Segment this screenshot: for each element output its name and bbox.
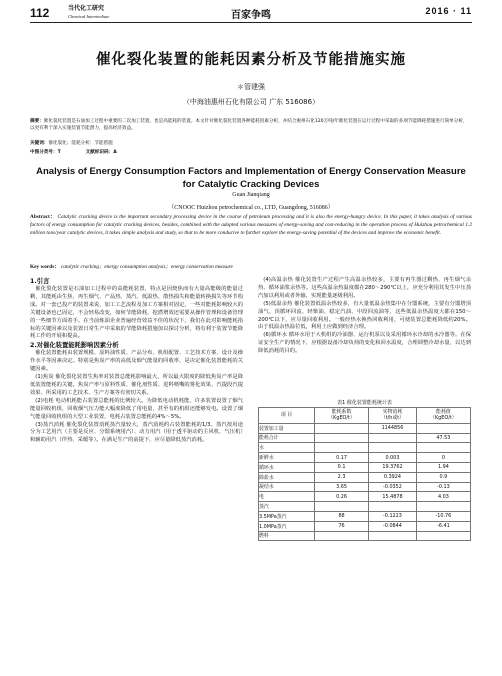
table-cell	[369, 443, 417, 453]
table-cell: 88	[314, 511, 368, 521]
table-cell	[416, 443, 470, 453]
table-cell: 1144856	[369, 423, 417, 433]
table-cell: 0.1	[314, 462, 368, 472]
section-heading-intro: 1.引言	[30, 278, 50, 285]
table-cell: 76	[314, 521, 368, 531]
table-cell: 凝结水	[259, 482, 315, 492]
table-cell: 0.26	[314, 492, 368, 502]
clc-label: 中图分类号：	[30, 150, 58, 155]
paragraph: (2)电耗 电动机耗能占装置总能耗的比例较大。为降低电动机耗能，许多装置设置了烟气能量回收机组，回收烟气压力能大幅度降低了用电量，甚至有的机组还能够发电。设置了烟气能量回收机组的大型工业装置，电耗占装置总能耗的4%～5%。	[30, 397, 243, 420]
table-cell	[314, 531, 368, 541]
table-row	[259, 423, 471, 433]
table-cell: 电	[259, 492, 315, 502]
keywords-en-text: catalytic cracking；energy consumption analysis；energy conservation measure	[60, 264, 233, 270]
keywords-cn	[30, 140, 472, 147]
paragraph: (3)蒸汽消耗 催化裂化装置消耗蒸汽量较大，蒸汽消耗约占装置能耗的1/3。蒸汽按用途分为工艺用汽（主要是反应、分馏系统用汽）、动力用汽（用于透平驱动的主风机、气压机）和辅助用汽（伴热、采暖等）。在满足生产的前提下，应尽量降低蒸汽消耗。	[30, 421, 243, 444]
page-number: 112	[30, 6, 50, 20]
table-row	[259, 511, 471, 521]
table-row	[259, 521, 471, 531]
table-cell: 蒸汽	[259, 502, 315, 512]
table-header: 项 目	[259, 407, 315, 423]
table-header: 实物消耗 （t/h或t）	[369, 407, 417, 423]
table-cell	[416, 423, 470, 433]
table-cell	[416, 502, 470, 512]
classification	[30, 149, 472, 156]
table-cell	[369, 433, 417, 443]
paragraph: 催化裂化装置是石油加工过程中的高能耗装置，特点是因烧焦而有大量高能级的能量过剩，其能耗由生焦、再生烟气、产品热、蒸汽、低温热、散热损失和能量转换损失等环节构成。对一套已投产的装置来说，加工工艺流程及加工方案相对固定，一些对能耗影响较大的关键设备也已固定，不会轻易改变，如何节能降耗、挖潜增效还需要从操作管理和设备管理的一些细节方面着手。在当前炼油企业普遍经营效益不佳的状况下，我们在此对影响能耗指标的关键因素以及装置日常生产中采取的节能降耗措施加以探讨分析，将有利于装置节能降耗工作的开展和提高。	[30, 286, 243, 340]
table-cell: -0.0352	[369, 482, 417, 492]
abstract-cn-label: 摘要：	[30, 119, 44, 124]
section-heading-factors: 2.对催化装置能耗影响因素分析	[30, 342, 119, 350]
body-right-column	[258, 277, 471, 356]
table-header: 能耗系数 （KgEO/t）	[314, 407, 368, 423]
table-body	[259, 423, 471, 541]
table-cell: 装置加工量	[259, 423, 315, 433]
abstract-en-label: Abstract：	[30, 214, 56, 220]
table-row	[259, 502, 471, 512]
table-cell: 除盐水	[259, 472, 315, 482]
doc-code-value: A	[113, 150, 117, 155]
table-cell: 19.3762	[369, 462, 417, 472]
keywords-cn-text: 催化裂化；能耗分析；节能措施	[48, 141, 113, 146]
table-row	[259, 462, 471, 472]
paragraph: (1)焦炭 催化裂化装置生焦率对装置总能耗影响最大，所以最大限度的降低焦炭产率是降低装置能耗的关键。焦炭产率与原料性质、催化剂性质、进料喷嘴的雾化效果、汽提段汽提效果、所采用的工艺技术、生产方案等有密切关系。	[30, 374, 243, 396]
table-cell	[369, 531, 417, 541]
journal-name-en: Chemical Intermediate	[68, 14, 110, 19]
table-row	[259, 482, 471, 492]
header-rule	[30, 22, 472, 23]
table-cell	[416, 531, 470, 541]
table-cell: -0.0844	[369, 521, 417, 531]
table-cell: 水	[259, 443, 315, 453]
table-cell: 2.3	[314, 472, 368, 482]
clc-value: T	[57, 150, 61, 155]
table-cell: 循环水	[259, 462, 315, 472]
abstract-en	[30, 213, 472, 238]
paragraph: 催化装置能耗由装置规模、原料油性质、产品分布、机组配置、工艺技术方案、设计及操作水平等因素决定。特别是焦炭产率的高低及烟气能量的回收率，是决定催化装置能耗的关键因素。	[30, 350, 243, 373]
table-row	[259, 492, 471, 502]
table-header-row	[259, 407, 471, 423]
table-cell	[314, 433, 368, 443]
table-cell: 3.5MPa蒸汽	[259, 511, 315, 521]
keywords-cn-label: 关键词：	[30, 141, 49, 146]
table-cell: 0.3924	[369, 472, 417, 482]
author-en: Guan Jianqiang	[232, 192, 270, 198]
table-cell: 0.003	[369, 453, 417, 463]
table-cell: 1.94	[416, 462, 470, 472]
table-cell	[314, 502, 368, 512]
table-cell: -0.1223	[369, 511, 417, 521]
table-cell: 3.65	[314, 482, 368, 492]
article-title-cn: 催化裂化装置的能耗因素分析及节能措施实施	[96, 52, 406, 68]
table-cell: -0.13	[416, 482, 470, 492]
table-cell	[369, 502, 417, 512]
paragraph: (5)低温余热 催化装置低温余热较多，有大量低温余热集中在分馏系统，主要有分馏塔顶油气、顶循环回流、轻柴油、稳定汽油、中段回流油等，这些低温余热温度大都在150～200℃以下，应尽量回收利用。一般经热水换热回收利用，可使装置总能耗降低约20%。由于低温余热温位低，利用上应做到经济合理。	[258, 300, 471, 331]
paragraph: (4)高温余热 催化装置生产过程产生高温余热较多，主要有再生器过剩热、再生烟气余热、循环油浆余热等。这些高温余热温度都在280～290℃以上，应充分利用其发生中压蒸汽加以利用或者外输，实现能量逐级利用。	[258, 277, 471, 299]
table-cell: 能耗合计	[259, 433, 315, 443]
table-cell: 15.4878	[369, 492, 417, 502]
keywords-en	[30, 262, 472, 270]
article-title-en: Analysis of Energy Consumption Factors and Implementation of Energy Conservation Measure for Catalytic Cracking Devices	[36, 166, 466, 190]
abstract-cn-text: 催化裂化装置是石油加工过程中重要的二次加工装置，也是高能耗的装置。本文针对催化裂化装置各种能耗因素分析，并结合惠州石化120万吨/年催化装置在运行过程中采取的多项节能降耗措施进行简单分析，以更有利于深入实施装置节能潜力，提高经济效益。	[30, 119, 468, 131]
table-cell: 新鲜水	[259, 453, 315, 463]
affiliation-en: （CNOOC Huizhou petrochemical co., LTD, Guangdong, 516086）	[168, 205, 334, 211]
table-cell: 0.9	[416, 472, 470, 482]
table-cell: 47.53	[416, 433, 470, 443]
energy-consumption-table	[258, 398, 471, 541]
table-cell: 0.17	[314, 453, 368, 463]
author-cn: ＊管建强	[237, 83, 265, 91]
body-left-column	[30, 277, 243, 445]
table-cell: 燃料	[259, 531, 315, 541]
table-row	[259, 472, 471, 482]
section-title: 百家争鸣	[231, 10, 271, 21]
table-cell	[314, 443, 368, 453]
keywords-en-label: Key words：	[30, 264, 60, 270]
table-cell: 1.0MPa蒸汽	[259, 521, 315, 531]
journal-name-cn: 当代化工研究	[68, 6, 105, 12]
table-caption: 表1 催化装置能耗统计表	[337, 399, 392, 406]
abstract-cn	[30, 118, 472, 132]
doc-code-label: 文献标识码：	[85, 150, 114, 155]
table-cell: 0	[416, 453, 470, 463]
table-cell: -10.76	[416, 511, 470, 521]
table-row	[259, 531, 471, 541]
table-cell: -6.41	[416, 521, 470, 531]
paragraph: (6)循环水 循环水用于大机组的冷油器、运行机泵以及采用循环水冷却的水冷器等。在保证安全生产的情况下，应根据设备冷却负荷的变化和回水温度，合理调整冷却水量，以达到降低消耗的目的。	[258, 332, 471, 355]
table-header: 能耗值 （KgEO/t）	[416, 407, 470, 423]
table-cell	[314, 423, 368, 433]
abstract-en-text: Catalytic cracking device is the important secondary processing device in the course of petroleum processing and it is also the energy-hungry device. In this paper, it takes analysis of various factors of energy consumption for catalytic cracking devices, besides, combined with the adopted various measures of energy-saving and cost-reducing in the operation process of Huizhou petrochemical 1.2 million tons/year catalytic devices, it takes simple analysis and study, so that to be more conducive to further explore the energy-saving potential of the devices and improve the economic benefit.	[30, 214, 472, 237]
table-row	[259, 443, 471, 453]
affiliation-cn: （中海油惠州石化有限公司 广东 516086）	[182, 98, 320, 106]
table-cell: 4.03	[416, 492, 470, 502]
issue-number: 2016 · 11	[425, 6, 472, 16]
table-row	[259, 433, 471, 443]
table-row	[259, 453, 471, 463]
